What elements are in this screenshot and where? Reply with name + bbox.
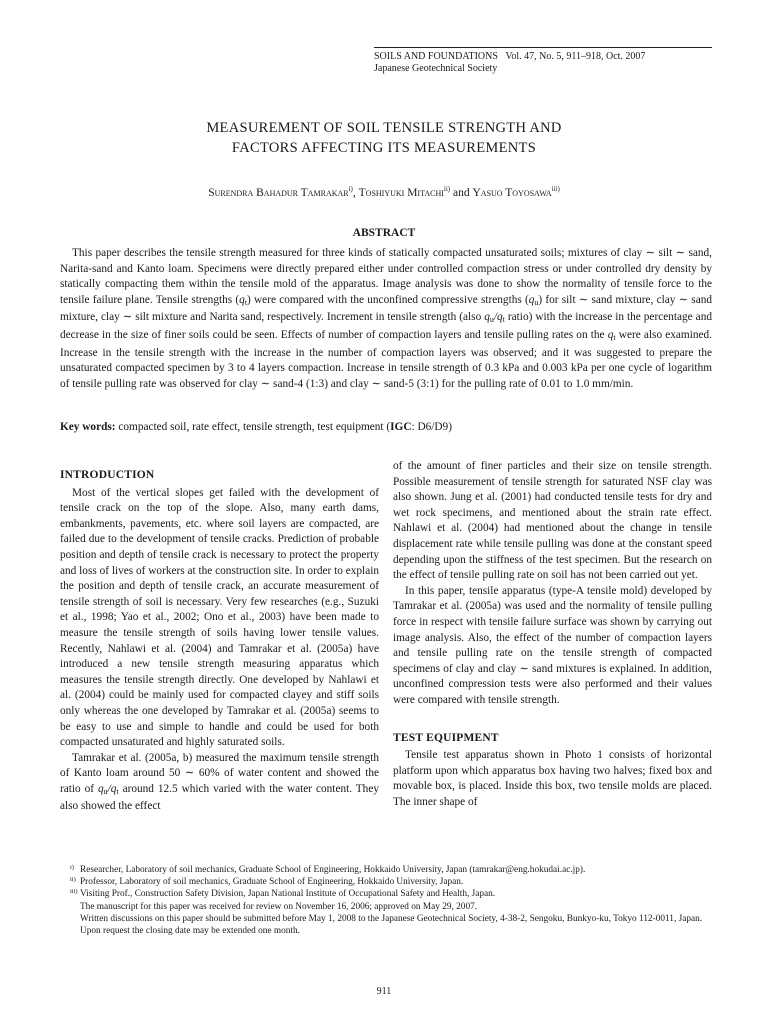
abstract-text bbox=[60, 246, 712, 392]
title-line-1: MEASUREMENT OF SOIL TENSILE STRENGTH AND bbox=[206, 120, 562, 136]
footnote-text: The manuscript for this paper was received for review on November 16, 2006; approved on May 29, 2007. bbox=[80, 901, 478, 912]
abstract-heading: ABSTRACT bbox=[352, 227, 416, 239]
igc-label: IGC bbox=[390, 421, 412, 433]
keywords bbox=[60, 420, 712, 435]
math-subscript: u bbox=[489, 315, 494, 325]
keywords-text: compacted soil, rate effect, tensile strength, test equipment ( bbox=[115, 421, 391, 433]
affiliation-mark: iii) bbox=[551, 185, 560, 193]
intro-paragraph: In this paper, tensile apparatus (type-A tensile mold) developed by Tamrakar et al. (2005a) was used and the normality of tensile pulling force in respect with tensile failure surface was shown by carrying out image analysis. Also, the effect of the number of compaction layers and tensile pulling rate on the tensile strength of compacted specimens of clay and clay ∼ sand mixtures is explained. In addition, unconfined compression tests were also performed and their values were compared with tensile strength. bbox=[393, 584, 712, 706]
abstract-text-part: This paper describes the tensile strength measured for three kinds of statically compacted unsaturated soils; mixtures of clay ∼ silt ∼ sand, Narita-sand and Kanto loam. Specimens were directly prepared either under controlled compaction stress or under controlled dry density by statically compacting them within the tensile mold of the apparatus. Image analysis was done to show the normality of tensile force to the tensile failure plane. Tensile strengths ( bbox=[60, 247, 712, 306]
abstract-text-part: ) for silt ∼ sand mixture, clay ∼ sand mixture, clay ∼ silt mixture and Narita sand, respectively. Increment in tensile strength (also bbox=[60, 293, 713, 324]
left-column bbox=[60, 468, 379, 815]
math-symbol: q bbox=[607, 328, 614, 341]
paper-title bbox=[0, 118, 768, 158]
affiliation-mark: i) bbox=[348, 185, 353, 193]
running-head bbox=[374, 47, 712, 75]
footnote-text: Visiting Prof., Construction Safety Division, Japan National Institute of Occupational Safety and Health, Japan. bbox=[80, 889, 496, 900]
section-heading-introduction: INTRODUCTION bbox=[60, 469, 155, 481]
author-separator: , bbox=[352, 186, 359, 199]
society-name: Japanese Geotechnical Society bbox=[374, 63, 498, 74]
section-heading-test-equipment: TEST EQUIPMENT bbox=[393, 731, 499, 744]
footnote bbox=[60, 864, 720, 876]
journal-citation bbox=[374, 51, 712, 63]
title-line-2: FACTORS AFFECTING ITS MEASUREMENTS bbox=[231, 140, 537, 156]
math-subscript: t bbox=[244, 297, 248, 307]
test-equipment-paragraph: Tensile test apparatus shown in Photo 1 consists of horizontal platform upon which apparatus box having two halves; fixed box and movable box, is placed. Inside this box, two tensile molds are placed. The inner shape of bbox=[393, 749, 712, 808]
math-subscript: u bbox=[103, 786, 108, 796]
journal-volume: Vol. 47, No. 5, 911–918, Oct. 2007 bbox=[505, 51, 646, 62]
author-name: Surendra Bahadur Tamrakar bbox=[208, 186, 349, 199]
paragraph-text: around 12.5 which varied with the water content. They also showed the effect bbox=[60, 782, 379, 813]
right-column bbox=[393, 459, 712, 810]
footnote-mark: i) bbox=[70, 864, 74, 871]
paragraph-text: Tamrakar et al. (2005a, b) measured the maximum tensile strength of Kanto loam around 50 ∼ 60% of water content and showed the ratio of bbox=[60, 751, 379, 795]
math-subscript: t bbox=[116, 786, 119, 796]
igc-codes: : D6/D9) bbox=[411, 421, 452, 433]
math-symbol: q bbox=[239, 293, 245, 306]
intro-paragraph bbox=[60, 751, 379, 815]
math-subscript: t bbox=[613, 332, 616, 342]
abstract-text-part: were also examined. Increase in the tensile strength with the increase in the number of compaction layers was observed; and it was suggested to prepare the unsaturated compacted specimen by 3 to 4 layers compaction. Increase in tensile strength of 0.3 kPa and 0.003 kPa per one cycle of logarithm of tensile pulling rate was observed for clay ∼ sand-4 (1:3) and clay ∼ sand-5 (3:1) for the pulling rate of 0.01 to 1.0 mm/min. bbox=[60, 328, 712, 390]
author-list bbox=[0, 185, 768, 199]
affiliation-mark: ii) bbox=[443, 185, 451, 193]
footnote-text: Professor, Laboratory of soil mechanics, Graduate School of Engineering, Hokkaido University, Japan. bbox=[80, 877, 464, 888]
footnotes bbox=[60, 864, 720, 937]
footnote-text: Written discussions on this paper should be submitted before May 1, 2008 to the Japanese Geotechnical Society, 4-38-2, Sengoku, Bunkyo-ku, Tokyo 112-0011, Japan. Upon request the closing date may be extended one month. bbox=[80, 913, 703, 937]
author-name: Toshiyuki Mitachi bbox=[358, 186, 444, 199]
math-symbol: q bbox=[484, 311, 490, 324]
intro-paragraph: Most of the vertical slopes get failed with the development of tensile crack on the top of the slope. Also, many earth dams, embankments, pavements, etc. where soil layers are compacted, are failed due to the development of tensile cracks. Prediction of probable position and depth of tensile crack is necessary to protect the property and loss of lives of workers at the construction site. In order to explain the position and depth of tensile crack, an accurate measurement of tensile strength of soil is necessary. Very few researches (e.g., Suzuki et al., 1998; Yao et al., 2002; Ono et al., 2003) have been made to measure the tensile strength of soils having lower tensile values. Recently, Nahlawi et al. (2004) and Tamrakar et al. (2005a) have introduced a new tensile strength measuring apparatus which measures the tensile strength directly. One developed by Nahlawi et al. (2004) could be mainly used for compacted clayey and stiff soils only whereas the one developed by Tamrakar et al. (2005a) seems to be easy to use and simple to handle and could be used for both compacted unsaturated and highly saturated soils. bbox=[60, 486, 379, 749]
footnote-mark: ii) bbox=[70, 876, 76, 884]
math-symbol: q bbox=[528, 293, 535, 306]
footnote-text: Researcher, Laboratory of soil mechanics, Graduate School of Engineering, Hokkaido University, Japan (tamrakar@eng.hokudai.ac.jp). bbox=[80, 865, 586, 875]
intro-paragraph-continued: of the amount of finer particles and their size on tensile strength. Possible measurement of tensile strength for saturated NSF clay was also shown. Jung et al. (2001) had conducted tensile tests for dry and wet rock specimens, and mentioned about the strain rate effect. Nahlawi et al. (2004) had mentioned about the change in tensile displacement rate while tensile pulling was done at the constant speed depending upon the stiffness of the test specimen. But the research on the effect of tensile pulling rate on soil has not been carried out yet. bbox=[393, 460, 712, 582]
math-subscript: t bbox=[502, 315, 505, 325]
math-symbol: q bbox=[97, 782, 104, 795]
keywords-label: Key words: bbox=[60, 421, 116, 433]
math-symbol: /q bbox=[493, 311, 503, 324]
footnote bbox=[60, 888, 720, 900]
abstract-text-part: ratio) with the increase in the percentage and decrease in the size of finer soils could be seen. Effects of number of compaction layers and tensile pulling rates on the bbox=[60, 311, 712, 341]
math-symbol: /q bbox=[107, 782, 117, 795]
footnote bbox=[60, 876, 720, 888]
footnote-mark: iii) bbox=[70, 888, 78, 896]
author-separator: and bbox=[450, 186, 473, 199]
author-name: Yasuo Toyosawa bbox=[472, 186, 552, 199]
footnote bbox=[60, 901, 720, 913]
page-number: 911 bbox=[376, 986, 392, 997]
math-subscript: u bbox=[534, 297, 539, 307]
footnote bbox=[60, 913, 720, 937]
journal-name: SOILS AND FOUNDATIONS bbox=[374, 51, 498, 62]
abstract-text-part: ) were compared with the unconfined compressive strengths ( bbox=[247, 293, 529, 306]
